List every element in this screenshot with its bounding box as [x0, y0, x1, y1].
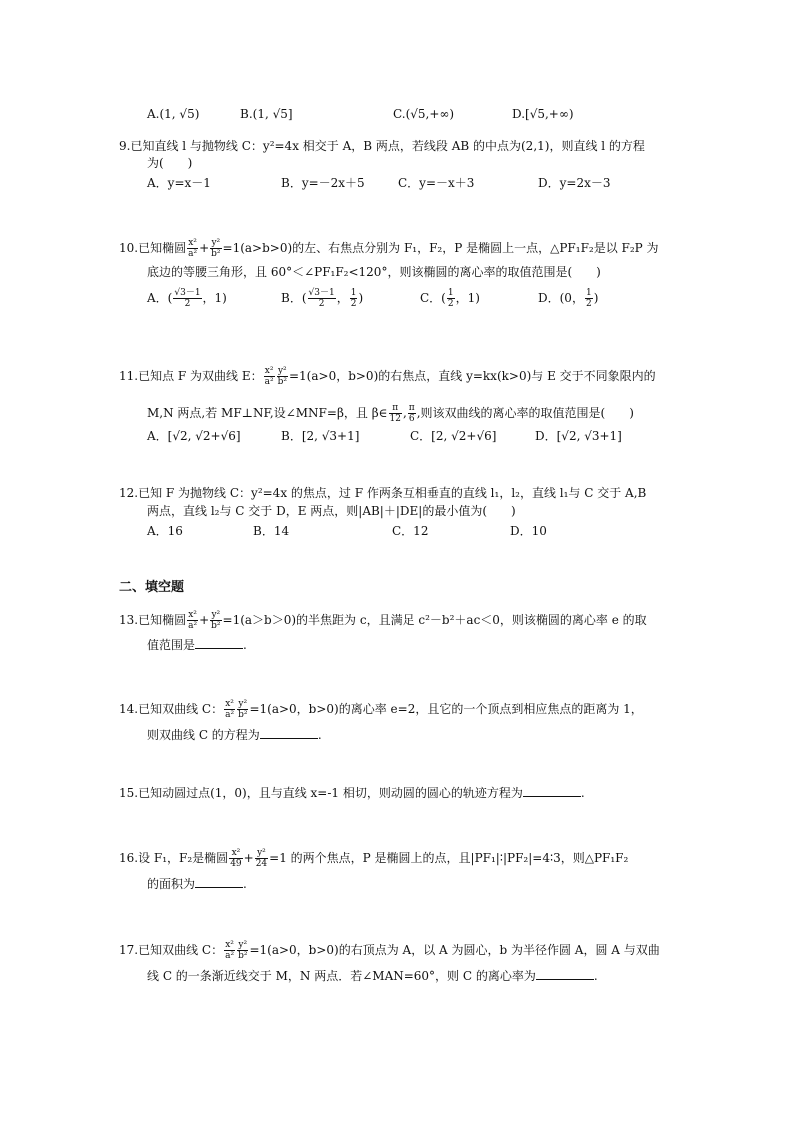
q8-option-c: C.(√5,+∞) [393, 107, 455, 121]
q9-stem-line2: 为( ) [147, 156, 193, 170]
q14-answer-blank [260, 728, 318, 739]
q9-option-c: C．y=－x＋3 [398, 176, 475, 190]
q12-stem-line2: 两点，直线 l₂与 C 交于 D，E 两点，则|AB|＋|DE|的最小值为( ) [147, 504, 516, 518]
q9-stem-line1: 9.已知直线 l 与抛物线 C：y²=4x 相交于 A，B 两点，若线段 AB 的中点为(2,1)，则直线 l 的方程 [119, 139, 645, 153]
q12-option-a: A．16 [147, 524, 183, 538]
q11-option-d: D．[√2, √3+1] [535, 429, 622, 443]
q9-option-d: D．y=2x－3 [538, 176, 611, 190]
q12-option-c: C．12 [392, 524, 429, 538]
q8-option-a: A.(1, √5) [147, 107, 200, 121]
q10-fraction-y: $\frac{\text{y²}}{\text{b²}}$ [211, 238, 221, 259]
q10-stem-line2: 底边的等腰三角形，且 60°＜∠PF₁F₂<120°，则该椭圆的离心率的取值范围是( ) [147, 265, 601, 279]
q11-option-b: B．[2, √3+1] [281, 429, 360, 443]
q16-stem-line2: 的面积为 . [147, 877, 247, 891]
q10-option-b: B．( $\frac{√3-1}{2}$ ， $\frac{1}{2}$ ) [281, 288, 364, 309]
q12-option-b: B．14 [253, 524, 290, 538]
q8-option-b: B.(1, √5] [240, 107, 293, 121]
q16-stem-line1: 16.设 F₁，F₂是椭圆 $\frac{\text{x²}}{49}$ + $\frac{\text{y²}}{24}$ =1 的两个焦点，P 是椭圆上的点，且|PF₁|∶|PF₂|=4∶3，则△PF₁F₂ [119, 848, 629, 869]
q13-answer-blank [195, 638, 243, 649]
q8-option-d: D.[√5,+∞) [512, 107, 574, 121]
q11-stem-line2: M,N 两点,若 MF⊥NF,设∠MNF=β，且 β∈ $\frac{\pi}{12}$ , $\frac{\pi}{6}$ ,则该双曲线的离心率的取值范围是( ) [147, 403, 634, 424]
q11-option-a: A．[√2, √2+√6] [147, 429, 241, 443]
q10-option-a: A．( $\frac{√3-1}{2}$ ，1) [147, 288, 227, 309]
q10-prefix: 10.已知椭圆 [119, 241, 187, 255]
q12-option-d: D．10 [510, 524, 547, 538]
q13-stem-line1: 13.已知椭圆 $\frac{\text{x²}}{\text{a²}}$ + $\frac{\text{y²}}{\text{b²}}$ =1(a＞b＞0)的半焦距为 c，且满足 c²－b²＋ac＜0，则该椭圆的离心率 e 的取 [119, 610, 647, 631]
q10-option-c: C．( $\frac{1}{2}$ ，1) [420, 288, 480, 309]
q15-stem-line1: 15.已知动圆过点(1，0)，且与直线 x=-1 相切，则动圆的圆心的轨迹方程为 . [119, 786, 585, 800]
q13-stem-line2: 值范围是 . [147, 638, 247, 652]
q11-stem-line1: 11.已知点 F 为双曲线 E： $\frac{\text{x²}}{\text{a²}}$ $\frac{\text{y²}}{\text{b²}}$ =1(a>0，b>0)的右焦点，直线 y=kx(k>0)与 E 交于不同象限内的 [119, 366, 656, 387]
q16-answer-blank [195, 877, 243, 888]
section-heading-fill-in: 二、填空题 [119, 580, 185, 595]
q9-option-a: A．y=x－1 [147, 176, 211, 190]
q10-rest: =1(a>b>0)的左、右焦点分别为 F₁，F₂，P 是椭圆上一点，△PF₁F₂是以 F₂P 为 [222, 241, 659, 255]
q17-answer-blank [536, 969, 594, 980]
q12-stem-line1: 12.已知 F 为抛物线 C：y²=4x 的焦点，过 F 作两条互相垂直的直线 l₁，l₂，直线 l₁与 C 交于 A,B [119, 486, 647, 500]
q10-option-d: D．(0， $\frac{1}{2}$ ) [538, 288, 599, 309]
q14-stem-line1: 14.已知双曲线 C： $\frac{\text{x²}}{\text{a²}}$ $\frac{\text{y²}}{\text{b²}}$ =1(a>0，b>0)的离心率 e=2，且它的一个顶点到相应焦点的距离为 1， [119, 699, 643, 720]
q17-stem-line2: 线 C 的一条渐近线交于 M，N 两点．若∠MAN=60°，则 C 的离心率为 . [147, 969, 598, 983]
q11-option-c: C．[2, √2+√6] [410, 429, 497, 443]
q15-answer-blank [523, 786, 581, 797]
q10-fraction-x: $\frac{\text{x²}}{\text{a²}}$ [188, 238, 198, 259]
q9-option-b: B．y=－2x＋5 [281, 176, 365, 190]
q10-stem-line1: 10.已知椭圆 $\frac{\text{x²}}{\text{a²}}$ + $\frac{\text{y²}}{\text{b²}}$ =1(a>b>0)的左、右焦点分别为 F₁，F₂，P 是椭圆上一点，△PF₁F₂是以 F₂P 为 [119, 238, 659, 259]
q17-stem-line1: 17.已知双曲线 C： $\frac{\text{x²}}{\text{a²}}$ $\frac{\text{y²}}{\text{b²}}$ =1(a>0，b>0)的右顶点为 A，以 A 为圆心，b 为半径作圆 A，圆 A 与双曲 [119, 940, 660, 961]
q14-stem-line2: 则双曲线 C 的方程为 . [147, 728, 322, 742]
